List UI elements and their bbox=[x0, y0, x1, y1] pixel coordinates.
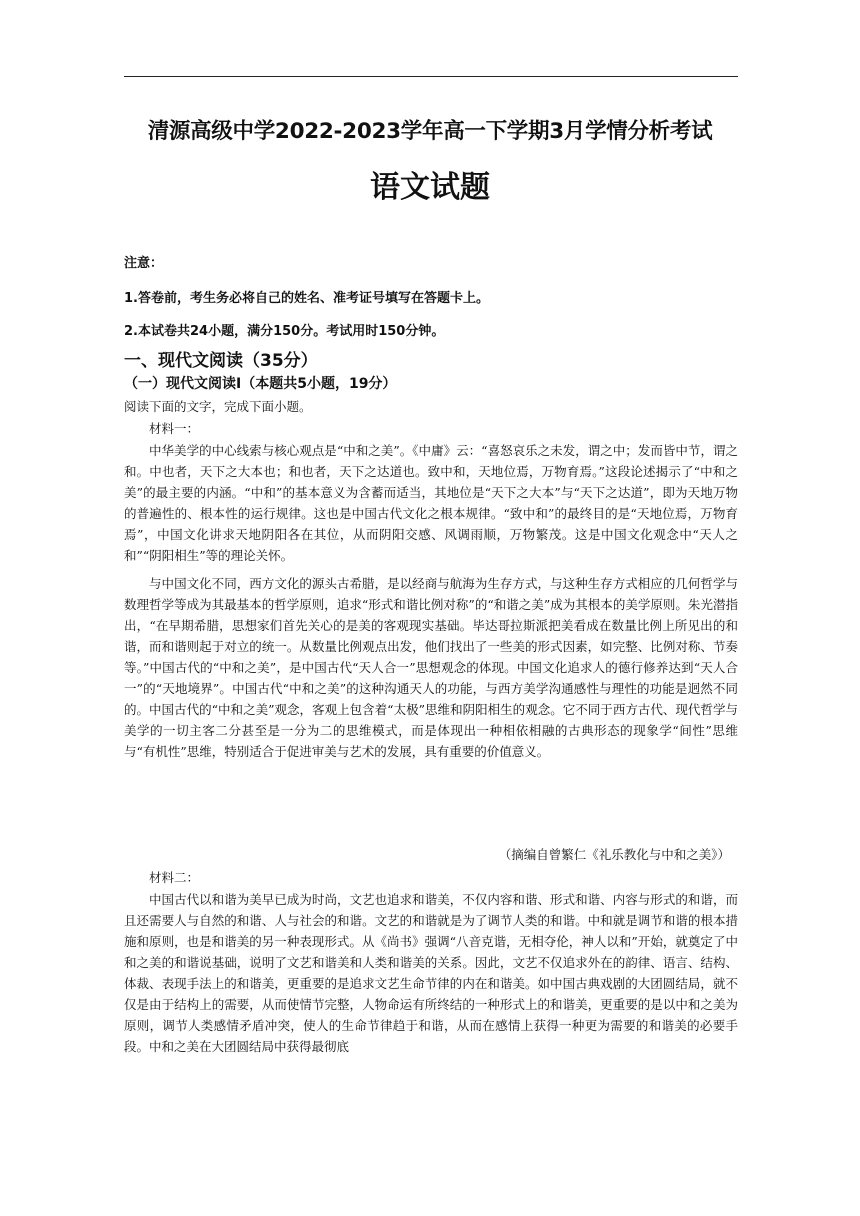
material1-source: （摘编自曾繁仁《礼乐教化与中和之美》） bbox=[498, 847, 730, 862]
material2-paragraph-1: 中国古代以和谐为美早已成为时尚，文艺也追求和谐美，不仅内容和谐、形式和谐、内容与形式的和谐，而且还需要人与自然的和谐、人与社会的和谐。文艺的和谐就是为了调节人类的和谐。中和就是调节和谐的根本措施和原则，也是和谐美的另一种表现形式。从《尚书》强调“八音克谐，无相夺伦，神人以和”开始，就奠定了中和之美的和谐说基础，说明了文艺和谐美和人类和谐美的关系。因此，文艺不仅追求外在的韵律、语言、结构、体裁、表现手法上的和谐美，更重要的是追求文艺生命节律的内在和谐美。如中国古典戏剧的大团圆结局，就不仅是由于结构上的需要，从而使情节完整，人物命运有所终结的一种形式上的和谐美，更重要的是以中和之美为原则，调节人类感情矛盾冲突，使人的生命节律趋于和谐，从而在感情上获得一种更为需要的和谐美的必要手段。中和之美在大团圆结局中获得最彻底 bbox=[124, 892, 738, 1054]
subject-title: 语文试题 bbox=[370, 170, 490, 205]
notice-item-2: 2.本试卷共24小题，满分150分。考试用时150分钟。 bbox=[124, 324, 445, 339]
section-heading: 一、现代文阅读（35分） bbox=[124, 351, 318, 371]
notice-item-1: 1.答卷前，考生务必将自己的姓名、准考证号填写在答题卡上。 bbox=[124, 291, 489, 306]
material1-label: 材料一： bbox=[149, 421, 200, 436]
material1-paragraph-1: 中华美学的中心线索与核心观点是“中和之美”。《中庸》云：“喜怒哀乐之未发，谓之中；发而皆中节，谓之和。中也者，天下之大本也；和也者，天下之达道也。致中和，天地位焉，万物育焉。”这段论述揭示了“中和之美”的最主要的内涵。“中和”的基本意义为含蓄而适当，其地位是“天下之大本”与“天下之达道”，即为天地万物的普遍性的、根本性的运行规律。这也是中国古代文化之根本规律。“致中和”的最终目的是“天地位焉，万物育焉”，中国文化讲求天地阴阳各在其位，从而阴阳交感、风调雨顺，万物繁茂。这是中国文化观念中“天人之和”“阴阳相生”等的理论关怀。 bbox=[124, 443, 738, 563]
section-subheading: （一）现代文阅读Ⅰ（本题共5小题，19分） bbox=[124, 376, 397, 392]
material1-paragraph-2: 与中国文化不同，西方文化的源头古希腊，是以经商与航海为生存方式，与这种生存方式相应的几何哲学与数理哲学等成为其最基本的哲学原则，追求“形式和谐比例对称”的“和谐之美”成为其根本的美学原则。朱光潜指出，“在早期希腊，思想家们首先关心的是美的客观现实基础。毕达哥拉斯派把美看成在数量比例上所见出的和谐，而和谐则起于对立的统一。从数量比例观点出发，他们找出了一些美的形式因素，如完整、比例对称、节奏等。”中国古代的“中和之美”，是中国古代“天人合一”思想观念的体现。中国文化追求人的德行修养达到“天人合一”的“天地境界”。中国古代“中和之美”的这种沟通天人的功能，与西方美学沟通感性与理性的功能是迥然不同的。中国古代的“中和之美”观念，客观上包含着“太极”思维和阴阳相生的观念。它不同于西方古代、现代哲学与美学的一切主客二分甚至是一分为二的思维模式，而是体现出一种相依相融的古典形态的现象学“间性”思维与“有机性”思维，特别适合于促进审美与艺术的发展，具有重要的价值意义。 bbox=[124, 576, 738, 759]
notice-label: 注意： bbox=[124, 256, 164, 271]
reading-instruction: 阅读下面的文字，完成下面小题。 bbox=[124, 399, 312, 414]
material2-label: 材料二： bbox=[149, 870, 200, 885]
header-rule bbox=[124, 76, 738, 77]
school-exam-title: 清源高级中学2022-2023学年高一下学期3月学情分析考试 bbox=[147, 119, 713, 144]
